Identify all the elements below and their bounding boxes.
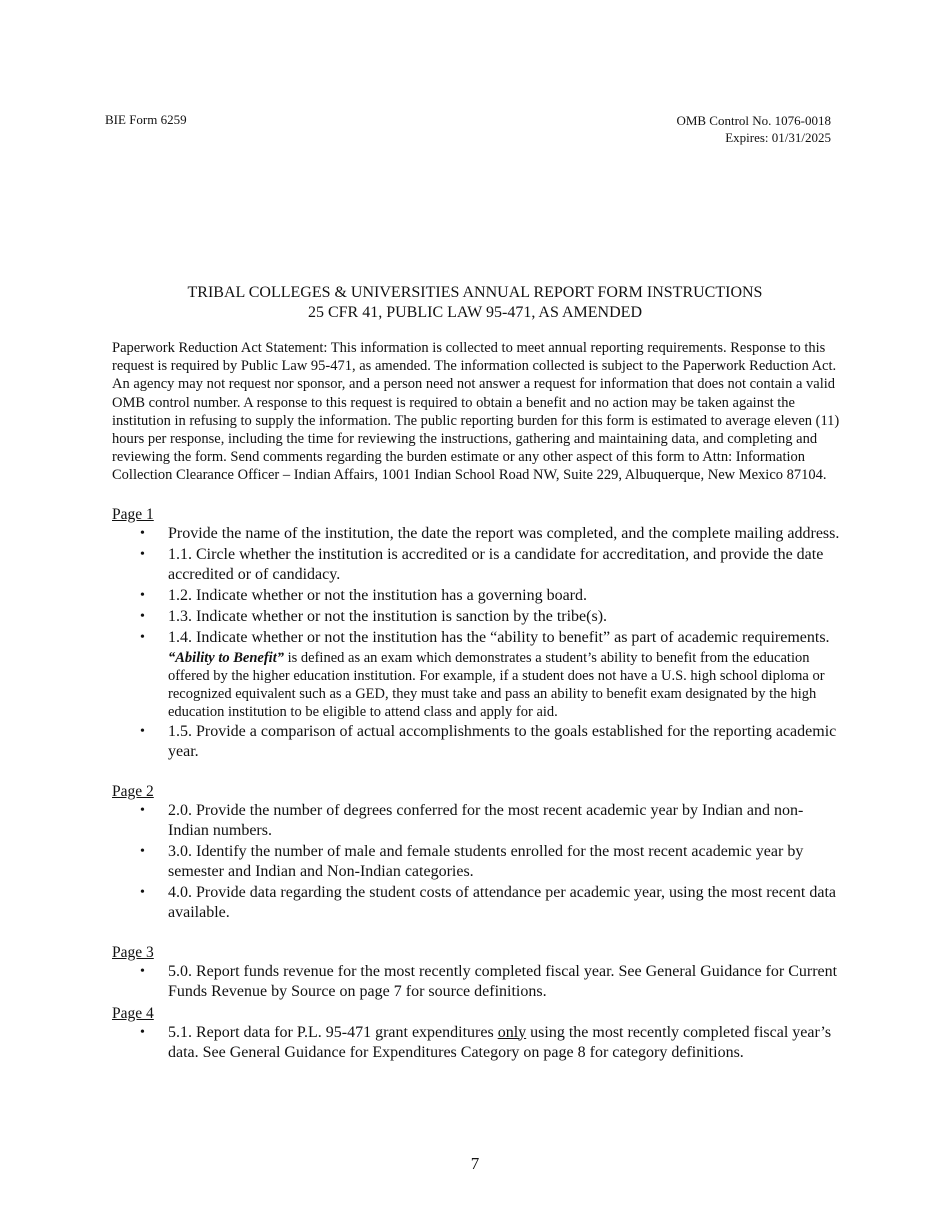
bullet: • — [140, 629, 145, 645]
omb-control-number: OMB Control No. 1076-0018 — [676, 113, 831, 128]
definition-term: “Ability to Benefit” — [168, 649, 284, 666]
list-item — [112, 607, 840, 627]
item-text: 1.3. Indicate whether or not the institution is sanction by the tribe(s). — [168, 607, 608, 625]
page-2-list — [112, 801, 840, 923]
list-item — [112, 524, 840, 544]
item-text-before: 5.1. Report data for P.L. 95-471 grant expenditures — [168, 1023, 498, 1041]
section-heading-page-4: Page 4 — [112, 1004, 154, 1022]
list-item — [112, 628, 840, 721]
list-item — [112, 801, 840, 841]
expiration-date: Expires: 01/31/2025 — [725, 130, 831, 145]
page-1-list — [112, 524, 840, 762]
title-line-2: 25 CFR 41, PUBLIC LAW 95-471, AS AMENDED — [307, 304, 642, 321]
list-item — [112, 722, 840, 762]
paperwork-reduction-statement: Paperwork Reduction Act Statement: This information is collected to meet annual reporting requirements. Response to this request is required by Public Law 95-471, as amended. The information collected is subject to the Paperwork Reduction Act. An agency may not request nor sponsor, and a person need not answer a request for information that does not contain a valid OMB control number. A response to this request is required to obtain a benefit and no action may be taken against the institution in refusing to supply the information. The public reporting burden for this form is estimated to average eleven (11) hours per response, including the time for reviewing the instructions, gathering and maintaining data, and completing and reviewing the form. Send comments regarding the burden estimate or any other aspect of this form to Attn: Information Collection Clearance Officer – Indian Affairs, 1001 Indian School Road NW, Suite 229, Albuquerque, New Mexico 87104. — [112, 340, 840, 484]
page-3-list — [112, 962, 840, 1002]
bullet: • — [140, 608, 145, 624]
section-heading-page-1: Page 1 — [112, 505, 154, 523]
section-page-4 — [112, 1004, 840, 1063]
item-text: 1.5. Provide a comparison of actual accomplishments to the goals established for the reporting academic year. — [168, 722, 837, 760]
bullet: • — [140, 1024, 145, 1040]
list-item — [112, 1023, 840, 1063]
item-text: Provide the name of the institution, the date the report was completed, and the complete mailing address. — [168, 524, 840, 542]
item-text: 5.0. Report funds revenue for the most recently completed fiscal year. See General Guidance for Current Funds Revenue by Source on page 7 for source definitions. — [168, 962, 838, 1000]
ability-to-benefit-definition — [168, 649, 840, 721]
list-item — [112, 883, 840, 923]
document-title — [0, 283, 950, 323]
bullet: • — [140, 723, 145, 739]
title-line-1: TRIBAL COLLEGES & UNIVERSITIES ANNUAL REPORT FORM INSTRUCTIONS — [187, 284, 763, 301]
page-4-list — [112, 1023, 840, 1063]
omb-block — [676, 112, 831, 146]
item-text: 1.1. Circle whether the institution is accredited or is a candidate for accreditation, and provide the date accredited or of candidacy. — [168, 545, 824, 583]
section-page-3 — [112, 943, 840, 1002]
item-text-underlined: only — [497, 1023, 527, 1041]
bullet: • — [140, 884, 145, 900]
bullet: • — [140, 802, 145, 818]
page-number: 7 — [470, 1154, 480, 1173]
list-item — [112, 545, 840, 585]
list-item — [112, 962, 840, 1002]
bullet: • — [140, 587, 145, 603]
section-heading-page-2: Page 2 — [112, 782, 154, 800]
item-text: 4.0. Provide data regarding the student costs of attendance per academic year, using the most recent data available. — [168, 883, 836, 921]
item-text: 1.4. Indicate whether or not the institution has the “ability to benefit” as part of academic requirements. — [168, 628, 830, 646]
section-page-1 — [112, 505, 840, 762]
section-heading-page-3: Page 3 — [112, 943, 154, 961]
section-page-2 — [112, 782, 840, 923]
item-text: 2.0. Provide the number of degrees conferred for the most recent academic year by Indian and non-Indian numbers. — [168, 801, 804, 839]
bullet: • — [140, 963, 145, 979]
list-item — [112, 586, 840, 606]
bullet: • — [140, 843, 145, 859]
item-text: 3.0. Identify the number of male and female students enrolled for the most recent academic year by semester and Indian and Non-Indian categories. — [168, 842, 804, 880]
bullet: • — [140, 546, 145, 562]
list-item — [112, 842, 840, 882]
form-id: BIE Form 6259 — [105, 112, 187, 127]
item-text-after: using the most recently completed fiscal year’s data. See General Guidance for Expenditures Category on page 8 for category definitions. — [168, 1023, 832, 1061]
definition-text: is defined as an exam which demonstrates a student’s ability to benefit from the education offered by the higher education institution. For example, if a student does not have a U.S. high school diploma or recognized equivalent such as a GED, they must take and pass an ability to benefit exam designated by the high education institution to be eligible to attend class and apply for aid. — [168, 649, 825, 720]
bullet: • — [140, 525, 145, 541]
item-text: 1.2. Indicate whether or not the institution has a governing board. — [168, 586, 588, 604]
document-body — [112, 339, 840, 1064]
